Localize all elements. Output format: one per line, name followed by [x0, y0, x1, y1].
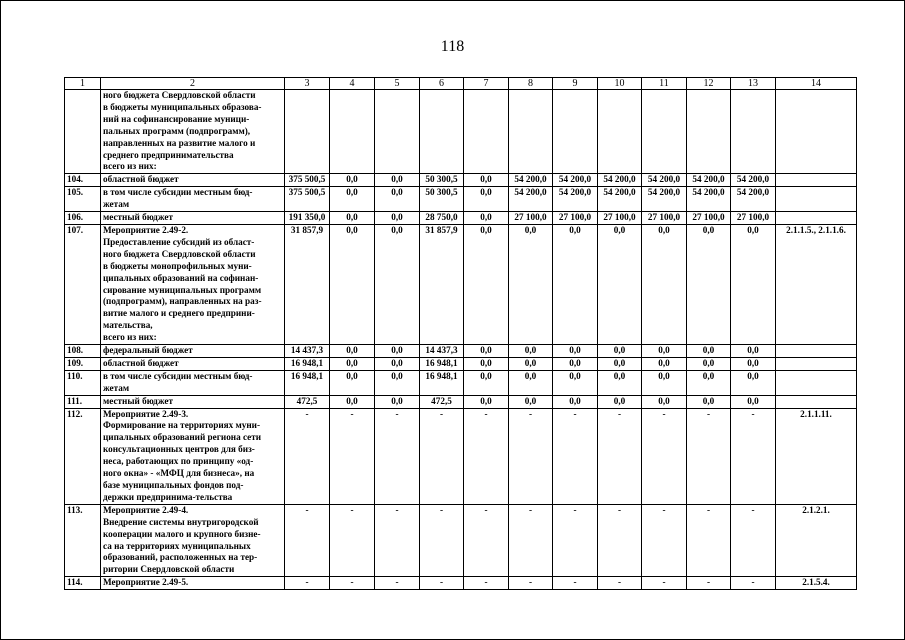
row-description: Мероприятие 2.49-5.: [101, 577, 285, 590]
value-cell: -: [598, 577, 642, 590]
value-cell: 0,0: [330, 187, 375, 212]
value-cell: 16 948,1: [420, 357, 464, 370]
row-description: Мероприятие 2.49-4. Внедрение системы внутригородской кооперации малого и крупного бизне- са на территориях муниципальных образований, расположенных на тер- ритории Свердловской области: [101, 504, 285, 576]
program-measures-table: [64, 77, 857, 590]
value-cell: -: [375, 577, 420, 590]
value-cell: -: [642, 504, 687, 576]
value-cell: 27 100,0: [687, 212, 731, 225]
value-cell: -: [553, 408, 598, 504]
value-cell: 0,0: [642, 395, 687, 408]
value-cell: 0,0: [330, 212, 375, 225]
value-cell: 0,0: [464, 187, 509, 212]
row-number: 111.: [65, 395, 101, 408]
value-cell: 54 200,0: [642, 187, 687, 212]
value-cell: 375 500,5: [285, 187, 330, 212]
value-cell: 472,5: [420, 395, 464, 408]
table-row: [65, 174, 857, 187]
value-cell: 0,0: [375, 212, 420, 225]
value-cell: -: [330, 408, 375, 504]
task-code-cell: [776, 395, 857, 408]
value-cell: 27 100,0: [731, 212, 776, 225]
value-cell: 0,0: [375, 345, 420, 358]
value-cell: 0,0: [642, 345, 687, 358]
value-cell: 27 100,0: [553, 212, 598, 225]
value-cell: -: [285, 504, 330, 576]
row-number: 105.: [65, 187, 101, 212]
value-cell: 0,0: [731, 395, 776, 408]
header-cell: 3: [285, 78, 330, 90]
row-description: областной бюджет: [101, 357, 285, 370]
value-cell: 14 437,3: [420, 345, 464, 358]
value-cell: -: [464, 577, 509, 590]
value-cell: 0,0: [553, 345, 598, 358]
value-cell: -: [687, 504, 731, 576]
value-cell: 0,0: [687, 357, 731, 370]
value-cell: 54 200,0: [553, 174, 598, 187]
value-cell: 16 948,1: [420, 370, 464, 395]
value-cell: 0,0: [598, 224, 642, 344]
value-cell: 0,0: [598, 345, 642, 358]
row-description: ного бюджета Свердловской области в бюджеты муниципальных образова- ний на софинансирование муници- пальных программ (подпрограмм), направленных на развитие малого и среднего предпринимательства всего из них:: [101, 90, 285, 174]
value-cell: 54 200,0: [687, 174, 731, 187]
value-cell: 54 200,0: [731, 187, 776, 212]
row-description: местный бюджет: [101, 395, 285, 408]
row-number: 110.: [65, 370, 101, 395]
value-cell: -: [509, 504, 553, 576]
value-cell: 0,0: [375, 357, 420, 370]
header-cell: 8: [509, 78, 553, 90]
value-cell: 16 948,1: [285, 370, 330, 395]
header-cell: 13: [731, 78, 776, 90]
value-cell: 0,0: [687, 395, 731, 408]
value-cell: 31 857,9: [285, 224, 330, 344]
value-cell: 191 350,0: [285, 212, 330, 225]
value-cell: 0,0: [464, 370, 509, 395]
table-row: [65, 577, 857, 590]
value-cell: -: [464, 504, 509, 576]
value-cell: -: [330, 504, 375, 576]
value-cell: -: [464, 408, 509, 504]
value-cell: -: [553, 504, 598, 576]
value-cell: -: [687, 408, 731, 504]
value-cell: 0,0: [553, 395, 598, 408]
task-code-cell: [776, 357, 857, 370]
value-cell: 54 200,0: [509, 187, 553, 212]
value-cell: 14 437,3: [285, 345, 330, 358]
value-cell: -: [731, 504, 776, 576]
row-number: 108.: [65, 345, 101, 358]
value-cell: -: [642, 408, 687, 504]
table-row: [65, 395, 857, 408]
table-row: [65, 357, 857, 370]
value-cell: 0,0: [731, 370, 776, 395]
row-description: областной бюджет: [101, 174, 285, 187]
value-cell: -: [285, 577, 330, 590]
task-code-cell: 2.1.2.1.: [776, 504, 857, 576]
header-cell: 10: [598, 78, 642, 90]
value-cell: 0,0: [731, 357, 776, 370]
value-cell: 0,0: [330, 357, 375, 370]
task-code-cell: [776, 174, 857, 187]
value-cell: 375 500,5: [285, 174, 330, 187]
header-cell: 1: [65, 78, 101, 90]
value-cell: 27 100,0: [509, 212, 553, 225]
value-cell: 0,0: [509, 395, 553, 408]
header-cell: 2: [101, 78, 285, 90]
value-cell: -: [509, 408, 553, 504]
value-cell: -: [553, 577, 598, 590]
value-cell: -: [375, 504, 420, 576]
value-cell: 0,0: [598, 370, 642, 395]
header-row: [65, 78, 857, 90]
header-cell: 7: [464, 78, 509, 90]
value-cell: -: [420, 577, 464, 590]
task-code-cell: [776, 212, 857, 225]
header-cell: 11: [642, 78, 687, 90]
row-description: Мероприятие 2.49-3. Формирование на территориях муни- ципальных образований региона сети консультационных центров для биз- неса, работающих по принципу «од- ного окна» - «МФЦ для бизнеса», на базе муниципальных фондов под- держки предпринима-тельства: [101, 408, 285, 504]
value-cell: 0,0: [509, 345, 553, 358]
value-cell: 0,0: [330, 345, 375, 358]
value-cell: 54 200,0: [509, 174, 553, 187]
row-description: в том числе субсидии местным бюд- жетам: [101, 187, 285, 212]
value-cell: 0,0: [598, 395, 642, 408]
value-cell: -: [330, 577, 375, 590]
value-cell: -: [598, 504, 642, 576]
value-cell: 54 200,0: [553, 187, 598, 212]
page-number: 118: [440, 38, 465, 55]
table-row: [65, 224, 857, 344]
value-cell: 472,5: [285, 395, 330, 408]
value-cell: 0,0: [731, 224, 776, 344]
value-cell: 54 200,0: [687, 187, 731, 212]
value-cell: 0,0: [330, 395, 375, 408]
value-cell: 0,0: [642, 357, 687, 370]
value-cell: 0,0: [375, 370, 420, 395]
value-cell: -: [509, 577, 553, 590]
value-cell: [687, 90, 731, 174]
value-cell: [553, 90, 598, 174]
header-cell: 14: [776, 78, 857, 90]
value-cell: [285, 90, 330, 174]
value-cell: 0,0: [375, 395, 420, 408]
value-cell: 0,0: [553, 370, 598, 395]
value-cell: -: [420, 504, 464, 576]
value-cell: 0,0: [553, 224, 598, 344]
value-cell: 54 200,0: [598, 174, 642, 187]
table-row: [65, 370, 857, 395]
value-cell: -: [731, 577, 776, 590]
value-cell: 0,0: [375, 174, 420, 187]
value-cell: -: [687, 577, 731, 590]
row-description: местный бюджет: [101, 212, 285, 225]
value-cell: 28 750,0: [420, 212, 464, 225]
value-cell: 16 948,1: [285, 357, 330, 370]
value-cell: -: [420, 408, 464, 504]
table-row: [65, 187, 857, 212]
row-description: Мероприятие 2.49-2. Предоставление субсидий из област- ного бюджета Свердловской области в бюджеты монопрофильных муни- ципальных образований на софинан- сирование муниципальных программ (подпрограмм), направленных на раз- витие малого и среднего предприни- мательства, всего из них:: [101, 224, 285, 344]
value-cell: [375, 90, 420, 174]
value-cell: 0,0: [642, 370, 687, 395]
value-cell: -: [285, 408, 330, 504]
value-cell: -: [375, 408, 420, 504]
value-cell: -: [598, 408, 642, 504]
row-number: 113.: [65, 504, 101, 576]
task-code-cell: 2.1.1.11.: [776, 408, 857, 504]
table-row: [65, 212, 857, 225]
value-cell: 0,0: [330, 174, 375, 187]
value-cell: 0,0: [330, 370, 375, 395]
value-cell: 0,0: [509, 357, 553, 370]
header-cell: 4: [330, 78, 375, 90]
value-cell: [731, 90, 776, 174]
table-row: [65, 345, 857, 358]
task-code-cell: [776, 345, 857, 358]
value-cell: [509, 90, 553, 174]
value-cell: 0,0: [464, 357, 509, 370]
value-cell: [642, 90, 687, 174]
value-cell: 0,0: [330, 224, 375, 344]
row-number: [65, 90, 101, 174]
row-number: 109.: [65, 357, 101, 370]
row-number: 112.: [65, 408, 101, 504]
value-cell: [330, 90, 375, 174]
value-cell: 0,0: [731, 345, 776, 358]
value-cell: 0,0: [375, 187, 420, 212]
value-cell: 0,0: [687, 370, 731, 395]
task-code-cell: [776, 370, 857, 395]
task-code-cell: 2.1.1.5., 2.1.1.6.: [776, 224, 857, 344]
value-cell: 27 100,0: [642, 212, 687, 225]
row-description: федеральный бюджет: [101, 345, 285, 358]
row-number: 114.: [65, 577, 101, 590]
value-cell: 0,0: [598, 357, 642, 370]
value-cell: 0,0: [464, 345, 509, 358]
table-row: [65, 504, 857, 576]
value-cell: [464, 90, 509, 174]
value-cell: [420, 90, 464, 174]
value-cell: 0,0: [687, 224, 731, 344]
value-cell: 0,0: [464, 212, 509, 225]
value-cell: 0,0: [464, 224, 509, 344]
value-cell: 50 300,5: [420, 174, 464, 187]
value-cell: 0,0: [509, 370, 553, 395]
value-cell: -: [642, 577, 687, 590]
header-cell: 9: [553, 78, 598, 90]
table-row: [65, 90, 857, 174]
value-cell: 0,0: [553, 357, 598, 370]
value-cell: 50 300,5: [420, 187, 464, 212]
table-row: [65, 408, 857, 504]
value-cell: 0,0: [464, 174, 509, 187]
row-number: 104.: [65, 174, 101, 187]
value-cell: 0,0: [687, 345, 731, 358]
row-number: 107.: [65, 224, 101, 344]
row-number: 106.: [65, 212, 101, 225]
value-cell: 0,0: [464, 395, 509, 408]
value-cell: 31 857,9: [420, 224, 464, 344]
value-cell: 0,0: [642, 224, 687, 344]
header-cell: 5: [375, 78, 420, 90]
value-cell: 54 200,0: [731, 174, 776, 187]
task-code-cell: [776, 90, 857, 174]
header-cell: 12: [687, 78, 731, 90]
value-cell: 54 200,0: [598, 187, 642, 212]
value-cell: 27 100,0: [598, 212, 642, 225]
value-cell: -: [731, 408, 776, 504]
row-description: в том числе субсидии местным бюд- жетам: [101, 370, 285, 395]
value-cell: [598, 90, 642, 174]
value-cell: 0,0: [375, 224, 420, 344]
task-code-cell: 2.1.5.4.: [776, 577, 857, 590]
header-cell: 6: [420, 78, 464, 90]
task-code-cell: [776, 187, 857, 212]
value-cell: 54 200,0: [642, 174, 687, 187]
value-cell: 0,0: [509, 224, 553, 344]
